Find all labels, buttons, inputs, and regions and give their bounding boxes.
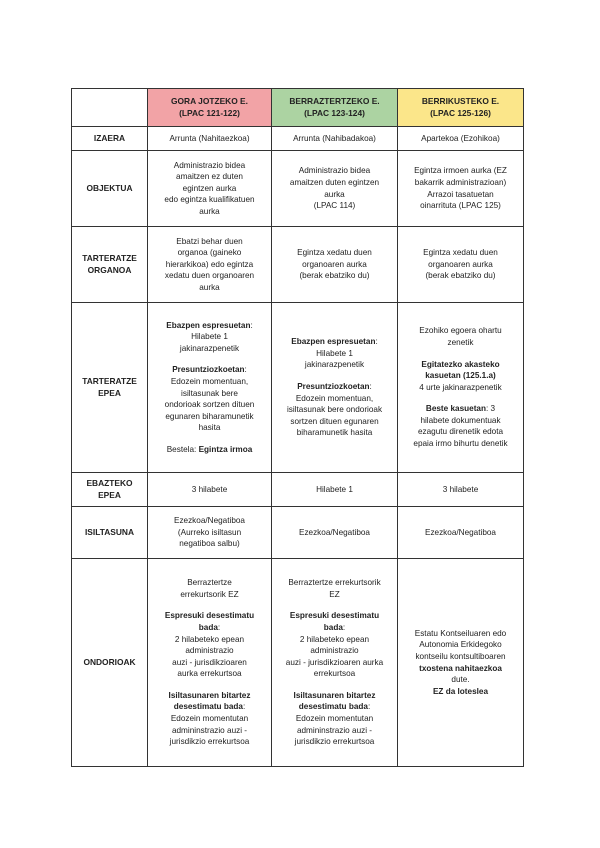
header-lpac: (LPAC 125-126) (430, 107, 491, 118)
row-izaera (72, 127, 524, 151)
cell-text: 4 urte jakinarazpenetik (419, 382, 502, 392)
row-label-tarteratze-epea (72, 303, 148, 473)
header-title: GORA JOTZEKO E. (171, 95, 248, 106)
header-title: BERRIKUSTEKO E. (421, 95, 500, 106)
cell-objektua-berrik: Egintza irmoen aurka (EZ bakarrik administrazioan) Arrazoi tasatuetan oinarrituta (LPAC 125) (398, 151, 524, 227)
header-berrikusteko (398, 89, 524, 127)
cell-izaera-berrik: Apartekoa (Ezohikoa) (398, 127, 524, 151)
bold-heading: Presuntziozkoetan (172, 365, 245, 375)
cell-text: Bestela: (166, 444, 199, 454)
cell-text: Edozein momentuan, isiltasunak bere ondorioak sortzen dituen egunaren biharamunetik hasita (286, 393, 383, 438)
bold-heading: Presuntziozkoetan (297, 381, 370, 391)
row-label-tarteratze-organoa (72, 227, 148, 303)
cell-text: Estatu Kontseiluaren edo Autonomia Erkidegoko kontseilu kontsultiboaren (414, 628, 507, 661)
bold-heading: EZ da loteslea (432, 686, 489, 696)
header-berraztertzeko (272, 89, 398, 127)
header-gora-jotzeko (148, 89, 272, 127)
cell-epea-berrik (398, 303, 524, 473)
cell-izaera-berrazt: Arrunta (Nahibadakoa) (272, 127, 398, 151)
bold-heading: Egitatezko akasteko kasuetan (125.1.a) (421, 359, 500, 381)
row-label-isiltasuna: ISILTASUNA (72, 507, 148, 559)
cell-text: Edozein momentutan admininstrazio auzi - jurisdikzio errekurtsoa (169, 714, 250, 747)
cell-ondorioak-berrazt: Berraztertze errekurtsorik EZ Espresuki desestimatu bada: 2 hilabeteko epean administrazio auzi - jurisdikzioaren aurka errekurtsoa Isiltasunaren bitartez desestimatu bada: Edozein momentutan admininstrazio auzi - jurisdikzio errekurtsoa (272, 559, 398, 767)
cell-ebazteko-berrik: 3 hilabete (398, 473, 524, 507)
cell-text: Berraztertze errekurtsorik EZ (180, 578, 239, 599)
row-label-line: TARTERATZE (82, 376, 137, 387)
row-label-line: TARTERATZE (82, 253, 137, 264)
cell-izaera-gora: Arrunta (Nahitaezkoa) (148, 127, 272, 151)
row-tarteratze-epea (72, 303, 524, 473)
cell-text: Hilabete 1 jakinarazpenetik (304, 348, 365, 370)
cell-isiltasuna-gora: Ezezkoa/Negatiboa (Aurreko isiltasun negatiboa salbu) (148, 507, 272, 559)
bold-heading: Isiltasunaren bitartez desestimatu bada (168, 690, 251, 712)
cell-isiltasuna-berrik: Ezezkoa/Negatiboa (398, 507, 524, 559)
bold-heading: Egintza irmoa (198, 444, 253, 454)
bold-heading: Isiltasunaren bitartez desestimatu bada (293, 690, 376, 712)
comparison-table (71, 88, 524, 767)
bold-heading: txostena nahitaezkoa (419, 663, 502, 673)
row-objektua (72, 151, 524, 227)
row-ebazteko-epea (72, 473, 524, 507)
header-title: BERRAZTERTZEKO E. (289, 95, 380, 106)
cell-isiltasuna-berrazt: Ezezkoa/Negatiboa (272, 507, 398, 559)
cell-text: : 3 hilabete dokumentuak ezagutu direnetik edota epaia irmo bihurtu denetik (413, 404, 508, 449)
row-label-ondorioak: ONDORIOAK (72, 559, 148, 767)
row-label-izaera: IZAERA (72, 127, 148, 151)
cell-text: Edozein momentutan admininstrazio auzi - jurisdikzio errekurtsoa (294, 714, 375, 747)
row-label-line: EPEA (98, 489, 121, 500)
row-label-ebazteko-epea (72, 473, 148, 507)
cell-epea-berrazt: Ebazpen espresuetan: Hilabete 1 jakinarazpenetik Presuntziozkoetan: Edozein momentuan, isiltasunak bere ondorioak sortzen dituen egunaren biharamunetik hasita (272, 303, 398, 473)
row-label-objektua: OBJEKTUA (72, 151, 148, 227)
bold-heading: Espresuki desestimatu bada (164, 611, 255, 632)
row-ondorioak (72, 559, 524, 767)
cell-organoa-berrazt: Egintza xedatu duen organoaren aurka (berak ebatziko du) (272, 227, 398, 303)
bold-heading: Ebazpen espresuetan (291, 337, 376, 347)
cell-text: Berraztertze errekurtsorik EZ (288, 578, 381, 599)
cell-text: dute. (451, 675, 470, 685)
row-label-line: EBAZTEKO (86, 478, 133, 489)
header-row (72, 89, 524, 127)
header-lpac: (LPAC 121-122) (179, 107, 240, 118)
bold-heading: Beste kasuetan (425, 404, 486, 414)
row-label-line: ORGANOA (87, 264, 132, 275)
cell-ebazteko-gora: 3 hilabete (148, 473, 272, 507)
header-lpac: (LPAC 123-124) (304, 107, 365, 118)
cell-ondorioak-gora: Berraztertze errekurtsorik EZ Espresuki desestimatu bada: 2 hilabeteko epean administrazio auzi - jurisdikzioaren aurka errekurtsoa Isiltasunaren bitartez desestimatu bada: Edozein momentutan admininstrazio auzi - jurisdikzio errekurtsoa (148, 559, 272, 767)
cell-text: Hilabete 1 jakinarazpenetik (179, 332, 240, 353)
cell-text: 2 hilabeteko epean administrazio auzi - jurisdikzioaren aurka errekurtsoa (285, 634, 384, 679)
cell-ebazteko-berrazt: Hilabete 1 (272, 473, 398, 507)
cell-ondorioak-berrik (398, 559, 524, 767)
cell-epea-gora: Ebazpen espresuetan: Hilabete 1 jakinarazpenetik Presuntziozkoetan: Edozein momentuan, isiltasunak bere ondorioak sortzen dituen egunaren biharamunetik hasita Bestela: Egintza irmoa (148, 303, 272, 473)
cell-organoa-berrik: Egintza xedatu duen organoaren aurka (berak ebatziko du) (398, 227, 524, 303)
cell-text: Ezohiko egoera ohartu zenetik (419, 326, 502, 347)
row-label-line: EPEA (98, 387, 121, 398)
row-isiltasuna (72, 507, 524, 559)
cell-organoa-gora: Ebatzi behar duen organoa (gaineko hierarkikoa) edo egintza xedatu duen organoaren aurka (148, 227, 272, 303)
cell-objektua-berrazt: Administrazio bidea amaitzen duten egintzen aurka (LPAC 114) (272, 151, 398, 227)
row-tarteratze-organoa (72, 227, 524, 303)
header-empty-cell (72, 89, 148, 127)
cell-objektua-gora: Administrazio bidea amaitzen ez duten egintzen aurka edo egintza kualifikatuen aurka (148, 151, 272, 227)
bold-heading: Ebazpen espresuetan (166, 320, 251, 330)
cell-text: 2 hilabeteko epean administrazio auzi - jurisdikzioaren aurka errekurtsoa (172, 634, 247, 679)
bold-heading: Espresuki desestimatu bada (289, 611, 380, 632)
cell-text: Edozein momentuan, isiltasunak bere ondorioak sortzen dituen egunaren biharamunetik hasita (164, 376, 255, 433)
